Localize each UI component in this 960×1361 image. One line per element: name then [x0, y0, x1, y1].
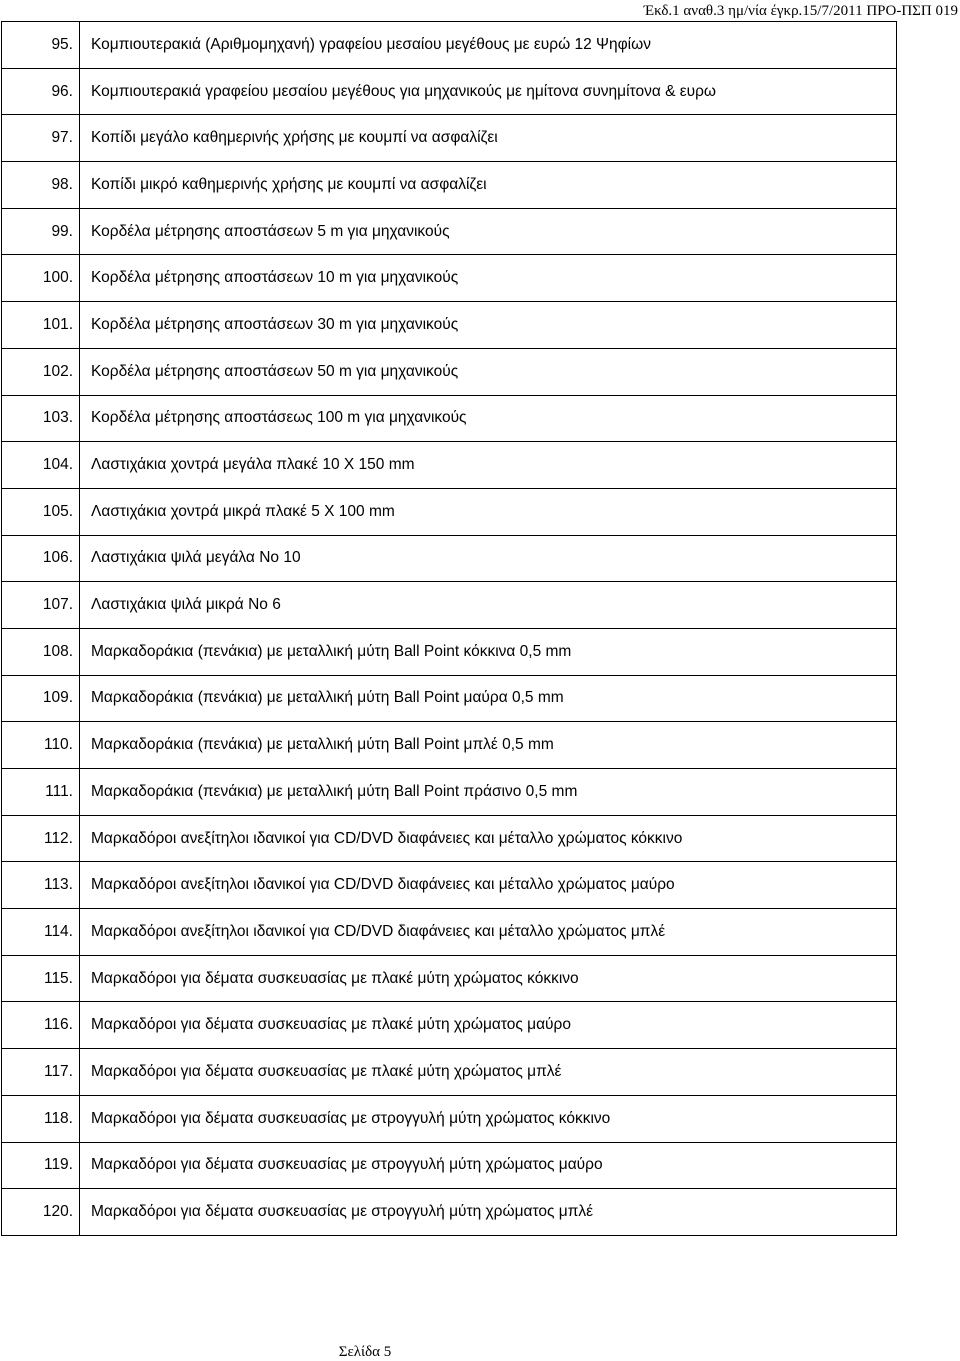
table-row	[2, 815, 897, 862]
item-description: Μαρκαδόροι ανεξίτηλοι ιδανικοί για CD/DVD διαφάνειες και μέταλλο χρώματος μπλέ	[80, 909, 897, 956]
item-number: 116.	[2, 1002, 80, 1049]
table-row	[2, 769, 897, 816]
table-row	[2, 208, 897, 255]
item-number: 103.	[2, 395, 80, 442]
table-row	[2, 1189, 897, 1236]
item-description: Κορδέλα μέτρησης αποστάσεων 5 m για μηχανικούς	[80, 208, 897, 255]
item-number: 113.	[2, 862, 80, 909]
item-number: 105.	[2, 488, 80, 535]
document-reference: Έκδ.1 αναθ.3 ημ/νία έγκρ.15/7/2011 ΠΡΟ-ΠΣΠ 019	[643, 3, 958, 19]
table-row	[2, 68, 897, 115]
table-row	[2, 909, 897, 956]
item-description: Μαρκαδόροι για δέματα συσκευασίας με στρογγυλή μύτη χρώματος κόκκινο	[80, 1095, 897, 1142]
item-number: 118.	[2, 1095, 80, 1142]
item-description: Κορδέλα μέτρησης αποστάσεων 10 m για μηχανικούς	[80, 255, 897, 302]
table-row	[2, 162, 897, 209]
item-description: Λαστιχάκια ψιλά μικρά Νο 6	[80, 582, 897, 629]
item-description: Κοπίδι μεγάλο καθημερινής χρήσης με κουμπί να ασφαλίζει	[80, 115, 897, 162]
item-description: Μαρκαδοράκια (πενάκια) με μεταλλική μύτη Ball Point μαύρα 0,5 mm	[80, 675, 897, 722]
item-description: Μαρκαδοράκια (πενάκια) με μεταλλική μύτη Ball Point κόκκινα 0,5 mm	[80, 628, 897, 675]
table-row	[2, 722, 897, 769]
item-description: Κομπιουτερακιά (Αριθμομηχανή) γραφείου μεσαίου μεγέθους με ευρώ 12 Ψηφίων	[80, 22, 897, 69]
item-description: Λαστιχάκια χοντρά μικρά πλακέ 5 X 100 mm	[80, 488, 897, 535]
item-description: Λαστιχάκια ψιλά μεγάλα Νο 10	[80, 535, 897, 582]
table-row	[2, 255, 897, 302]
table-row	[2, 628, 897, 675]
table-row	[2, 862, 897, 909]
item-description: Μαρκαδόροι για δέματα συσκευασίας με στρογγυλή μύτη χρώματος μαύρο	[80, 1142, 897, 1189]
items-table	[1, 21, 897, 1236]
items-table-body	[2, 22, 897, 1236]
table-row	[2, 1002, 897, 1049]
table-row	[2, 1142, 897, 1189]
item-number: 99.	[2, 208, 80, 255]
item-description: Μαρκαδοράκια (πενάκια) με μεταλλική μύτη Ball Point μπλέ 0,5 mm	[80, 722, 897, 769]
item-description: Κοπίδι μικρό καθημερινής χρήσης με κουμπί να ασφαλίζει	[80, 162, 897, 209]
table-row	[2, 302, 897, 349]
item-number: 117.	[2, 1049, 80, 1096]
table-row	[2, 582, 897, 629]
table-row	[2, 22, 897, 69]
item-description: Μαρκαδόροι για δέματα συσκευασίας με πλακέ μύτη χρώματος κόκκινο	[80, 955, 897, 1002]
item-description: Λαστιχάκια χοντρά μεγάλα πλακέ 10 X 150 mm	[80, 442, 897, 489]
table-row	[2, 1049, 897, 1096]
item-description: Κορδέλα μέτρησης αποστάσεως 100 m για μηχανικούς	[80, 395, 897, 442]
item-description: Μαρκαδόροι για δέματα συσκευασίας με πλακέ μύτη χρώματος μπλέ	[80, 1049, 897, 1096]
item-number: 109.	[2, 675, 80, 722]
item-number: 106.	[2, 535, 80, 582]
table-row	[2, 395, 897, 442]
table-row	[2, 535, 897, 582]
item-number: 98.	[2, 162, 80, 209]
item-number: 114.	[2, 909, 80, 956]
item-number: 111.	[2, 769, 80, 816]
item-number: 108.	[2, 628, 80, 675]
item-number: 107.	[2, 582, 80, 629]
item-description: Μαρκαδοράκια (πενάκια) με μεταλλική μύτη Ball Point πράσινο 0,5 mm	[80, 769, 897, 816]
table-row	[2, 955, 897, 1002]
item-number: 95.	[2, 22, 80, 69]
page-number: Σελίδα 5	[338, 1344, 392, 1360]
item-number: 120.	[2, 1189, 80, 1236]
item-number: 96.	[2, 68, 80, 115]
item-description: Κορδέλα μέτρησης αποστάσεων 50 m για μηχανικούς	[80, 348, 897, 395]
item-description: Κομπιουτερακιά γραφείου μεσαίου μεγέθους για μηχανικούς με ημίτονα συνημίτονα & ευρω	[80, 68, 897, 115]
item-description: Κορδέλα μέτρησης αποστάσεων 30 m για μηχανικούς	[80, 302, 897, 349]
table-row	[2, 488, 897, 535]
item-number: 102.	[2, 348, 80, 395]
item-description: Μαρκαδόροι ανεξίτηλοι ιδανικοί για CD/DVD διαφάνειες και μέταλλο χρώματος μαύρο	[80, 862, 897, 909]
item-number: 101.	[2, 302, 80, 349]
table-row	[2, 675, 897, 722]
table-row	[2, 115, 897, 162]
item-description: Μαρκαδόροι για δέματα συσκευασίας με πλακέ μύτη χρώματος μαύρο	[80, 1002, 897, 1049]
table-row	[2, 348, 897, 395]
item-number: 97.	[2, 115, 80, 162]
item-number: 110.	[2, 722, 80, 769]
item-number: 104.	[2, 442, 80, 489]
item-number: 112.	[2, 815, 80, 862]
table-row	[2, 442, 897, 489]
item-number: 115.	[2, 955, 80, 1002]
table-row	[2, 1095, 897, 1142]
item-description: Μαρκαδόροι για δέματα συσκευασίας με στρογγυλή μύτη χρώματος μπλέ	[80, 1189, 897, 1236]
item-number: 100.	[2, 255, 80, 302]
item-number: 119.	[2, 1142, 80, 1189]
item-description: Μαρκαδόροι ανεξίτηλοι ιδανικοί για CD/DVD διαφάνειες και μέταλλο χρώματος κόκκινο	[80, 815, 897, 862]
